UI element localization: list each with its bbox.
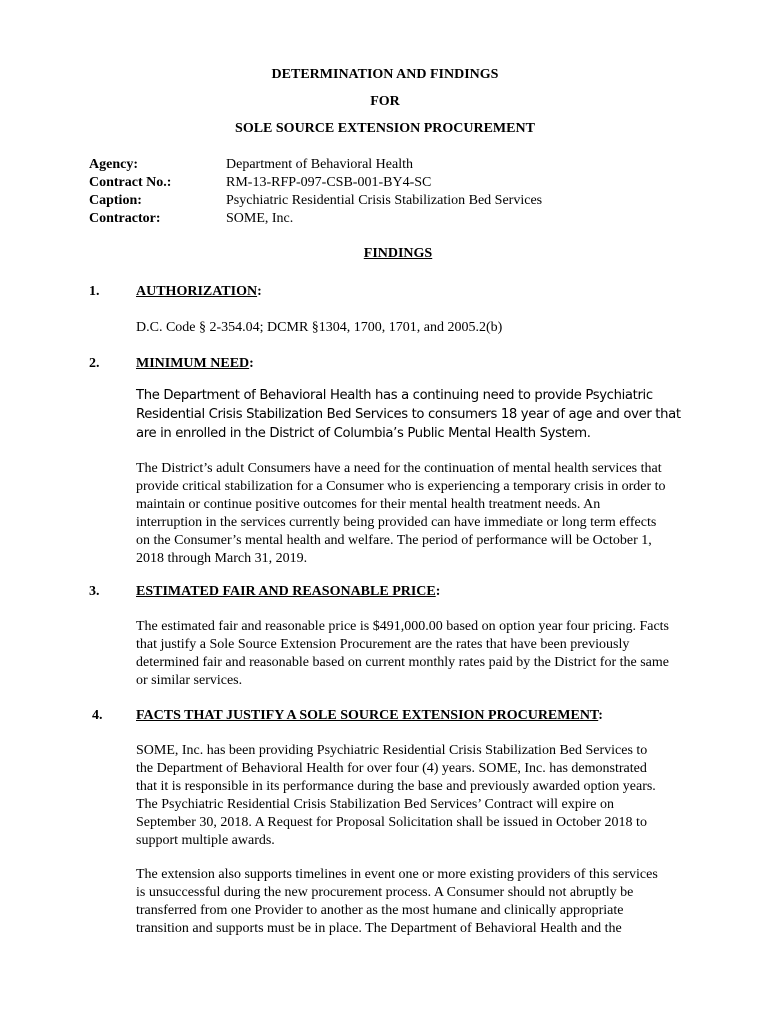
paragraph-line: The Department of Behavioral Health has a continuing need to provide Psychiatric: [136, 388, 653, 403]
section-3-title-text: ESTIMATED FAIR AND REASONABLE PRICE: [136, 584, 436, 599]
section-4-paragraph-2: [136, 866, 726, 938]
meta-caption: [89, 192, 542, 210]
caption-value: Psychiatric Residential Crisis Stabilization Bed Services: [226, 193, 543, 208]
section-3-title: ESTIMATED FAIR AND REASONABLE PRICE:: [136, 584, 441, 599]
paragraph-line: interruption in the services currently being provided can have immediate or long term effects: [136, 515, 657, 530]
meta-contract: [89, 174, 431, 192]
paragraph-line: The District’s adult Consumers have a need for the continuation of mental health services that: [136, 461, 662, 476]
section-4-number: 4.: [92, 708, 103, 723]
section-3-paragraph-1: [136, 618, 726, 690]
paragraph-line: D.C. Code § 2-354.04; DCMR §1304, 1700, 1701, and 2005.2(b): [136, 320, 503, 335]
paragraph-line: that justify a Sole Source Extension Procurement are the rates that have been previously: [136, 637, 630, 652]
paragraph-line: transition and supports must be in place. The Department of Behavioral Health and the: [136, 921, 622, 936]
contractor-value: SOME, Inc.: [226, 211, 294, 226]
paragraph-line: the Department of Behavioral Health for over four (4) years. SOME, Inc. has demonstrated: [136, 761, 647, 776]
contractor-label: Contractor:: [89, 211, 161, 226]
paragraph-line: or similar services.: [136, 673, 243, 688]
agency-label: Agency:: [89, 157, 138, 172]
paragraph-line: maintain or continue positive outcomes for their mental health treatment needs. An: [136, 497, 601, 512]
paragraph-line: provide critical stabilization for a Consumer who is experiencing a temporary crisis in order to: [136, 479, 666, 494]
meta-agency: [89, 156, 413, 174]
document-title-for: FOR: [370, 94, 400, 109]
paragraph-line: support multiple awards.: [136, 833, 275, 848]
section-1-paragraph-1: [136, 319, 726, 337]
paragraph-line: September 30, 2018. A Request for Proposal Solicitation shall be issued in October 2018 to: [136, 815, 647, 830]
paragraph-line: that it is responsible in its performance during the base and previously awarded option years.: [136, 779, 656, 794]
paragraph-line: is unsuccessful during the new procurement process. A Consumer should not abruptly be: [136, 885, 634, 900]
section-1-title-text: AUTHORIZATION: [136, 284, 258, 299]
contract-label: Contract No.:: [89, 175, 172, 190]
section-2-paragraph-1: [136, 386, 726, 443]
section-2-title: MINIMUM NEED:: [136, 356, 254, 371]
meta-contractor: [89, 210, 293, 228]
section-1-title: AUTHORIZATION:: [136, 284, 262, 299]
contract-value: RM-13-RFP-097-CSB-001-BY4-SC: [226, 175, 432, 190]
paragraph-line: determined fair and reasonable based on current monthly rates paid by the District for the same: [136, 655, 669, 670]
paragraph-line: 2018 through March 31, 2019.: [136, 551, 308, 566]
section-2-number: 2.: [89, 356, 100, 371]
paragraph-line: Residential Crisis Stabilization Bed Services to consumers 18 year of age and over that: [136, 407, 681, 422]
paragraph-line: The extension also supports timelines in event one or more existing providers of this services: [136, 867, 658, 882]
section-4-title-text: FACTS THAT JUSTIFY A SOLE SOURCE EXTENSION PROCUREMENT: [136, 708, 599, 723]
agency-value: Department of Behavioral Health: [226, 157, 413, 172]
section-4-paragraph-1: [136, 742, 726, 850]
paragraph-line: The Psychiatric Residential Crisis Stabilization Bed Services’ Contract will expire on: [136, 797, 614, 812]
document-title: DETERMINATION AND FINDINGS: [271, 67, 499, 82]
section-1-number: 1.: [89, 284, 100, 299]
caption-label: Caption:: [89, 193, 142, 208]
paragraph-line: The estimated fair and reasonable price is $491,000.00 based on option year four pricing. Facts: [136, 619, 670, 634]
section-4-title: FACTS THAT JUSTIFY A SOLE SOURCE EXTENSION PROCUREMENT:: [136, 708, 603, 723]
section-2-title-text: MINIMUM NEED: [136, 356, 250, 371]
paragraph-line: on the Consumer’s mental health and welfare. The period of performance will be October 1,: [136, 533, 652, 548]
findings-heading: FINDINGS: [363, 246, 433, 261]
paragraph-line: are in enrolled in the District of Columbia’s Public Mental Health System.: [136, 426, 591, 441]
paragraph-line: SOME, Inc. has been providing Psychiatric Residential Crisis Stabilization Bed Services to: [136, 743, 648, 758]
paragraph-line: transferred from one Provider to another as the most humane and clinically appropriate: [136, 903, 624, 918]
document-subtitle: SOLE SOURCE EXTENSION PROCUREMENT: [235, 121, 535, 136]
section-2-paragraph-2: [136, 460, 726, 568]
section-3-number: 3.: [89, 584, 100, 599]
